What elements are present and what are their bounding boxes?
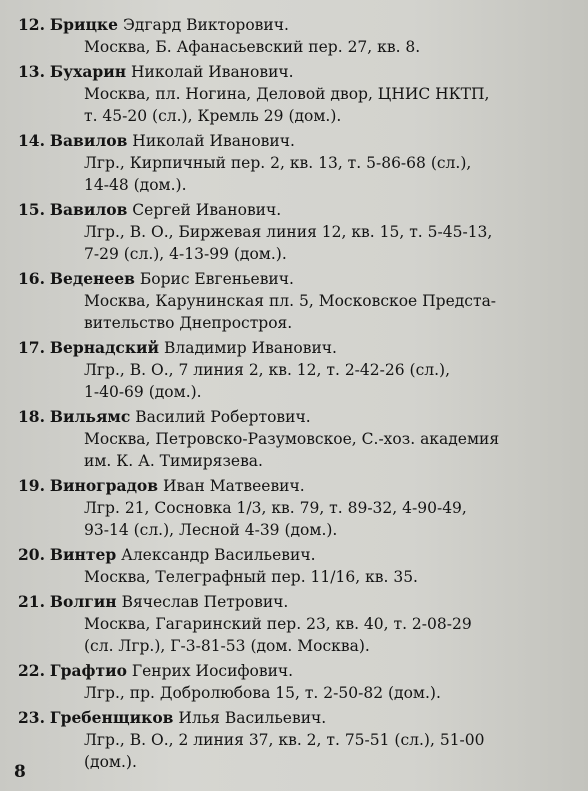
entry-given-names: Илья Васильевич.	[178, 709, 327, 727]
entry-name-line	[18, 268, 580, 290]
entry-number: 19.	[18, 476, 45, 495]
entry-address-line: Москва, Карунинская пл. 5, Московское Предста-	[84, 292, 497, 310]
directory-entry	[18, 130, 580, 196]
entry-surname: Волгин	[49, 592, 117, 611]
entry-surname: Винтер	[49, 545, 117, 564]
directory-entry	[18, 337, 580, 403]
entry-name-line	[18, 199, 580, 221]
entry-given-names: Вячеслав Петрович.	[121, 593, 289, 611]
directory-entry	[18, 199, 580, 265]
entry-given-names: Александр Васильевич.	[121, 546, 316, 564]
entry-address-line: 1-40-69 (дом.).	[84, 383, 202, 401]
entry-given-names: Борис Евгеньевич.	[139, 270, 294, 288]
entry-address-line: Лгр., пр. Добролюбова 15, т. 2-50-82 (дом.).	[84, 684, 441, 702]
entry-name-line	[18, 475, 580, 497]
entry-number: 18.	[18, 407, 45, 426]
entry-number: 14.	[18, 131, 45, 150]
entry-given-names: Николай Иванович.	[132, 132, 295, 150]
entry-surname: Вернадский	[49, 338, 160, 357]
entry-number: 21.	[18, 592, 45, 611]
directory-entry	[18, 14, 580, 58]
entry-address-line: вительство Днепростроя.	[84, 314, 293, 332]
entry-name-line	[18, 707, 580, 729]
entry-address-line: Москва, Б. Афанасьевский пер. 27, кв. 8.	[84, 38, 421, 56]
entry-surname: Виноградов	[49, 476, 159, 495]
directory-entry	[18, 268, 580, 334]
entry-surname: Вавилов	[49, 131, 128, 150]
entry-address-line: Москва, Гагаринский пер. 23, кв. 40, т. 2-08-29	[84, 615, 472, 633]
entry-given-names: Иван Матвеевич.	[162, 477, 305, 495]
entry-given-names: Василий Робертович.	[135, 408, 311, 426]
entry-address-line: 14-48 (дом.).	[84, 176, 187, 194]
entry-surname: Веденеев	[49, 269, 135, 288]
entry-name-line	[18, 14, 580, 36]
entry-surname: Вавилов	[49, 200, 128, 219]
entry-number: 16.	[18, 269, 45, 288]
entry-address-line: 7-29 (сл.), 4-13-99 (дом.).	[84, 245, 287, 263]
entry-address-line: Лгр., Кирпичный пер. 2, кв. 13, т. 5-86-68 (сл.),	[84, 154, 472, 172]
entry-number: 23.	[18, 708, 45, 727]
entry-name-line	[18, 660, 580, 682]
entry-number: 13.	[18, 62, 45, 81]
entry-surname: Вильямс	[49, 407, 131, 426]
directory-entry	[18, 707, 580, 773]
entry-surname: Бухарин	[49, 62, 127, 81]
directory-entry	[18, 544, 580, 588]
entry-address-line: Москва, пл. Ногина, Деловой двор, ЦНИС НКТП,	[84, 85, 490, 103]
entry-number: 15.	[18, 200, 45, 219]
entry-list	[18, 14, 580, 776]
entry-number: 22.	[18, 661, 45, 680]
entry-name-line	[18, 337, 580, 359]
entry-address-line: Лгр., В. О., 7 линия 2, кв. 12, т. 2-42-26 (сл.),	[84, 361, 450, 379]
entry-given-names: Владимир Иванович.	[164, 339, 337, 357]
entry-name-line	[18, 61, 580, 83]
entry-address-line: Лгр., В. О., Биржевая линия 12, кв. 15, т. 5-45-13,	[84, 223, 493, 241]
directory-entry	[18, 406, 580, 472]
entry-given-names: Николай Иванович.	[130, 63, 294, 81]
entry-address-line: Москва, Телеграфный пер. 11/16, кв. 35.	[84, 568, 418, 586]
entry-address-line: 93-14 (сл.), Лесной 4-39 (дом.).	[84, 521, 338, 539]
entry-surname: Брицке	[49, 15, 118, 34]
page-number: 8	[14, 762, 26, 782]
entry-surname: Гребенщиков	[49, 708, 174, 727]
directory-entry	[18, 660, 580, 704]
entry-name-line	[18, 591, 580, 613]
directory-entry	[18, 475, 580, 541]
entry-address-line: Москва, Петровско-Разумовское, С.-хоз. академия	[84, 430, 500, 448]
entry-name-line	[18, 544, 580, 566]
entry-name-line	[18, 130, 580, 152]
directory-entry	[18, 61, 580, 127]
entry-number: 17.	[18, 338, 45, 357]
entry-address-line: (дом.).	[84, 753, 137, 771]
entry-given-names: Эдгард Викторович.	[122, 16, 289, 34]
entry-given-names: Генрих Иосифович.	[131, 662, 294, 680]
entry-address-line: т. 45-20 (сл.), Кремль 29 (дом.).	[84, 107, 342, 125]
entry-number: 20.	[18, 545, 45, 564]
entry-address-line: (сл. Лгр.), Г-3-81-53 (дом. Москва).	[84, 637, 370, 655]
entry-address-line: им. К. А. Тимирязева.	[84, 452, 263, 470]
entry-surname: Графтио	[49, 661, 127, 680]
directory-entry	[18, 591, 580, 657]
entry-address-line: Лгр., В. О., 2 линия 37, кв. 2, т. 75-51 (сл.), 51-00	[84, 731, 485, 749]
entry-number: 12.	[18, 15, 45, 34]
entry-address-line: Лгр. 21, Сосновка 1/3, кв. 79, т. 89-32, 4-90-49,	[84, 499, 467, 517]
entry-name-line	[18, 406, 580, 428]
entry-given-names: Сергей Иванович.	[132, 201, 282, 219]
